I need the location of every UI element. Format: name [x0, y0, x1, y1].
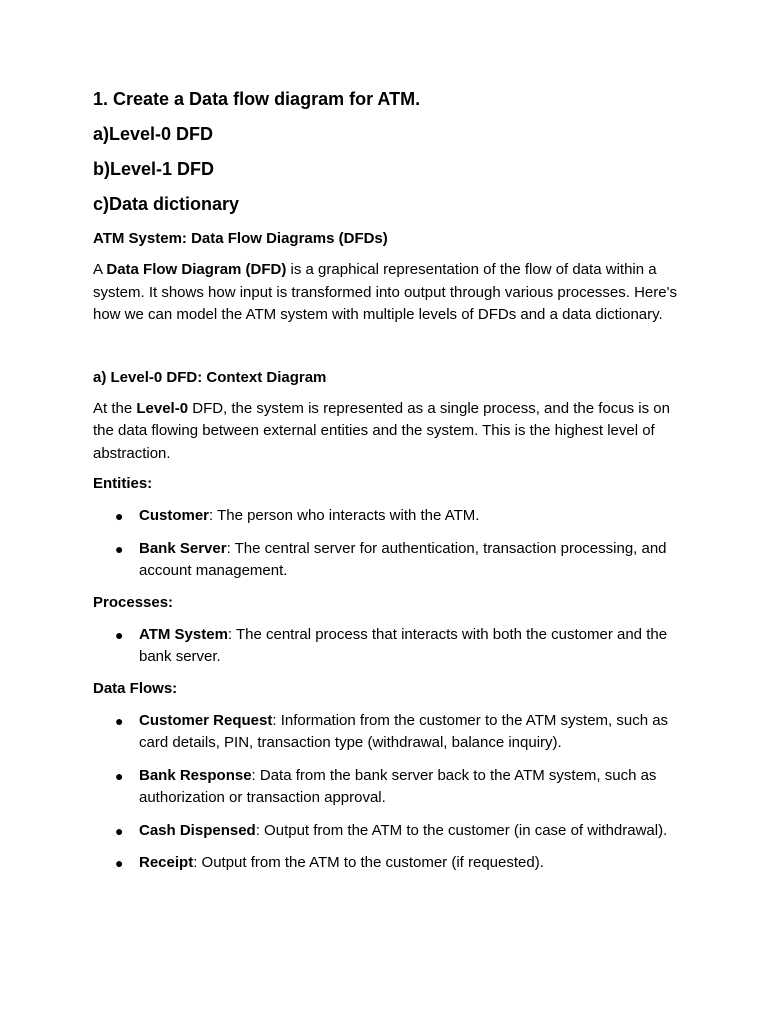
- flow-desc: : Output from the ATM to the customer (if requested).: [193, 854, 544, 871]
- level0-paragraph: [93, 398, 688, 466]
- list-item: [93, 624, 688, 669]
- flow-desc: : Output from the ATM to the customer (in case of withdrawal).: [255, 821, 668, 839]
- list-item: [93, 820, 688, 843]
- intro-bold-term: Data Flow Diagram (DFD): [106, 261, 287, 278]
- list-item: [93, 710, 688, 755]
- bullet-icon: ●: [115, 712, 124, 729]
- list-item: [93, 852, 688, 875]
- flow-term: Receipt: [139, 854, 194, 871]
- task-item-level1: b)Level-1 DFD: [93, 159, 215, 179]
- bullet-icon: ●: [115, 626, 124, 643]
- list-item: [93, 765, 688, 810]
- flow-desc: : Data from the bank server back to the ATM system, such as authorization or transaction approval.: [139, 766, 657, 806]
- bullet-icon: ●: [115, 508, 124, 524]
- level0-bold-term: Level-0: [136, 399, 189, 417]
- entities-label: Entities:: [93, 475, 153, 492]
- task-item-level0: a)Level-0 DFD: [93, 124, 214, 144]
- level0-rest: DFD, the system is represented as a single process, and the focus is on the data flowing between external entities and the system. This is the highest level of abstraction.: [93, 399, 670, 462]
- flow-desc: : Information from the customer to the ATM system, such as card details, PIN, transaction type (withdrawal, balance inquiry).: [139, 711, 669, 751]
- list-item: [93, 505, 688, 528]
- process-term: ATM System: [139, 625, 228, 643]
- bullet-icon: ●: [115, 767, 124, 784]
- bullet-icon: ●: [115, 822, 124, 839]
- entity-desc: : The central server for authentication, transaction processing, and account management.: [139, 539, 667, 579]
- bullet-icon: ●: [115, 855, 124, 871]
- entities-list: [93, 505, 688, 583]
- system-heading: ATM System: Data Flow Diagrams (DFDs): [93, 230, 388, 247]
- intro-paragraph: [93, 259, 688, 327]
- bullet-icon: ●: [115, 540, 124, 557]
- intro-prefix: A: [93, 261, 107, 278]
- task-title: 1. Create a Data flow diagram for ATM.: [93, 89, 421, 109]
- entity-term: Customer: [139, 507, 210, 524]
- flow-term: Bank Response: [139, 766, 252, 784]
- intro-rest: is a graphical representation of the flow of data within a system. It shows how input is transformed into output through various processes. Here's how we can model the ATM system with multiple levels of DFDs and a data dictionary.: [93, 261, 677, 323]
- flow-term: Cash Dispensed: [139, 821, 256, 839]
- data-flows-label: Data Flows:: [93, 679, 178, 697]
- level0-heading: a) Level-0 DFD: Context Diagram: [93, 368, 327, 386]
- entity-desc: : The person who interacts with the ATM.: [209, 507, 480, 524]
- processes-label: Processes:: [93, 593, 174, 611]
- level0-prefix: At the: [93, 399, 137, 417]
- process-desc: : The central process that interacts with both the customer and the bank server.: [139, 625, 668, 665]
- flow-term: Customer Request: [139, 711, 273, 729]
- processes-list: [93, 624, 688, 669]
- list-item: [93, 538, 688, 583]
- data-flows-list: [93, 710, 688, 875]
- entity-term: Bank Server: [139, 539, 227, 557]
- task-item-dictionary: c)Data dictionary: [93, 194, 240, 214]
